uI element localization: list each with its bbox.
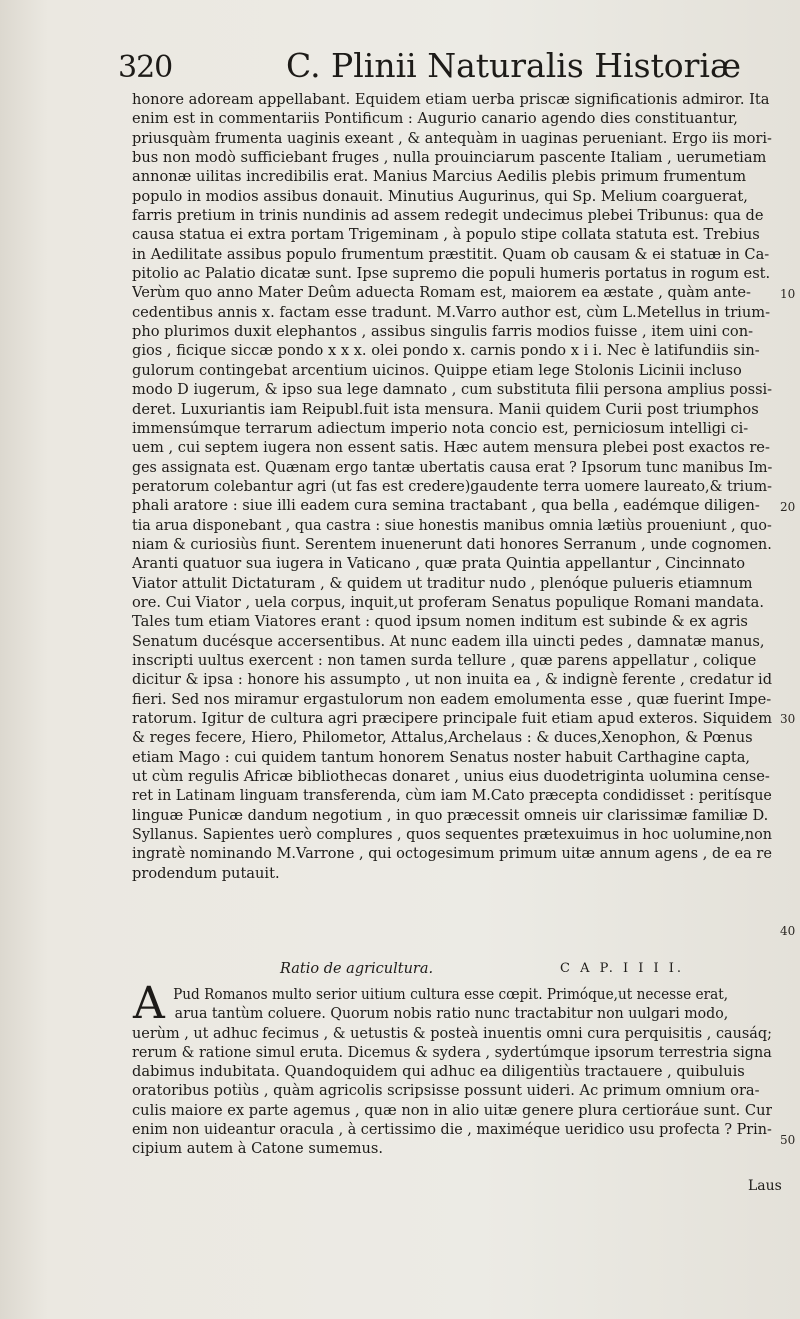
page-number: 320: [118, 50, 173, 85]
text-line: etiam Mago : cui quidem tantum honorem Senatus noster habuit Carthagine capta,: [132, 748, 751, 766]
text-line: dicitur & ipsa : honore his assumpto , ut non inuita ea , & indignè ferente , credatur id: [132, 671, 772, 689]
text-line: pitolio ac Palatio dicatæ sunt. Ipse supremo die populi humeris portatus in rogum est.: [132, 265, 771, 283]
text-line: in Aedilitate assibus populo frumentum præstitit. Quam ob causam & ei statuæ in Ca-: [132, 245, 770, 263]
text-line: Tales tum etiam Viatores erant : quod ipsum nomen inditum est subinde & ex agris: [132, 613, 748, 631]
text-line: Viator attulit Dictaturam , & quidem ut traditur nudo , plenóque pulueris etiamnum: [132, 574, 753, 592]
text-line: honore adoream appellabant. Equidem etiam uerba priscæ significationis admiror. Ita: [132, 91, 770, 108]
text-line: pho plurimos duxit elephantos , assibus singulis farris modios fuisse , item uini con-: [132, 323, 754, 341]
text-line: modo D iugerum, & ipso sua lege damnato , cum substituta filii persona amplius possi-: [132, 381, 772, 399]
text-line: ratorum. Igitur de cultura agri præcipere principale fuit etiam apud exteros. Siquidem: [132, 710, 772, 727]
text-line: phali aratore : siue illi eadem cura semina tractabant , qua bella , eadémque diligen-: [132, 497, 760, 515]
drop-initial: A: [133, 978, 165, 1029]
text-line: farris pretium in trinis nundinis ad assem redegit undecimus plebei Tribunus: qua de: [132, 207, 764, 225]
margin-line-number: 10: [780, 287, 796, 301]
text-line: inscripti uultus exercent : non tamen surda tellure , quæ parens appellatur , colique: [132, 651, 757, 669]
text-line: enim non uideantur oracula , à certissimo die , maximéque ueridico usu profecta ? Prin-: [132, 1121, 772, 1139]
text-line: uem , cui septem iugera non essent satis. Hæc autem mensura plebei post exactos re-: [132, 439, 770, 457]
text-line: gulorum contingebat arcentium uicinos. Quippe etiam lege Stolonis Licinii incluso: [132, 361, 742, 379]
margin-line-number: 30: [780, 712, 796, 726]
text-line: rerum & ratione simul eruta. Dicemus & sydera , sydertúmque ipsorum terrestria signa: [132, 1043, 772, 1061]
main-text-block: [132, 90, 772, 883]
text-line: enim est in commentariis Pontificum : Augurio canario agendo dies constituantur,: [132, 110, 738, 128]
margin-line-number: 20: [780, 500, 796, 514]
text-line: fieri. Sed nos miramur ergastulorum non eadem emolumenta esse , quæ fuerint Impe-: [132, 690, 772, 708]
running-title: C. Plinii Naturalis Historiæ: [286, 46, 742, 85]
section-title: Ratio de agricultura.: [280, 961, 434, 977]
running-header: [118, 44, 742, 92]
text-line: ore. Cui Viator , uela corpus, inquit,ut proferam Senatus populique Romani mandata.: [132, 593, 764, 611]
text-line: peratorum colebantur agri (ut fas est credere)gaudente terra uomere laureato,& trium-: [132, 477, 772, 495]
text-line: priusquàm frumenta uaginis exeant , & antequàm in uaginas perueniant. Ergo iis mori-: [132, 129, 772, 147]
text-line: causa statua ei extra portam Trigeminam , à populo stipe collata statuta est. Trebius: [132, 226, 760, 244]
chapter-text-block: [132, 985, 772, 1159]
text-line: dabimus indubitata. Quandoquidem qui adhuc ea diligentiùs tractauere , quibuluis: [132, 1063, 745, 1081]
text-line: Verùm quo anno Mater Deûm aduecta Romam est, maiorem ea æstate , quàm ante-: [132, 284, 751, 302]
text-line: niam & curiosiùs fiunt. Serentem inuenerunt dati honores Serranum , unde cognomen.: [132, 535, 772, 553]
text-line: ut cùm regulis Africæ bibliothecas donaret , unius eius duodetriginta uolumina cense-: [132, 768, 770, 786]
text-line: culis maiore ex parte agemus , quæ non in alio uitæ genere plura certioráue sunt. Cur: [132, 1101, 772, 1119]
text-line: ges assignata est. Quænam ergo tantæ ubertatis causa erat ? Ipsorum tunc manibus Im-: [132, 458, 772, 476]
text-line: bus non modò sufficiebant fruges , nulla prouinciarum pascente Italiam , uerumetiam: [132, 149, 767, 167]
text-line: ret in Latinam linguam transferenda, cùm iam M.Cato præcepta condidisset : peritísque: [132, 787, 772, 805]
text-line: Pud Romanos multo serior uitium cultura esse cœpit. Primóque,ut necesse erat,: [173, 986, 729, 1003]
text-line: immensúmque terrarum adiectum imperio nota concio est, perniciosum intelligi ci-: [132, 419, 749, 437]
text-line: arua tantùm coluere. Quorum nobis ratio nunc tractabitur non uulgari modo,: [174, 1005, 729, 1023]
margin-line-number: 40: [780, 924, 796, 938]
chapter-number: C A P. I I I I.: [560, 961, 685, 976]
text-line: Senatum ducésque accersentibus. At nunc eadem illa uincti pedes , damnatæ manus,: [132, 632, 765, 650]
text-line: Syllanus. Sapientes uerò complures , quos sequentes prætexuimus in hoc uolumine,non: [132, 826, 772, 844]
text-line: populo in modios assibus donauit. Minutius Augurinus, qui Sp. Melium coarguerat,: [132, 187, 748, 205]
text-line: Aranti quatuor sua iugera in Vaticano , quæ prata Quintia appellantur , Cincinnato: [132, 555, 746, 573]
text-line: oratoribus potiùs , quàm agricolis scripsisse possunt uideri. Ac primum omnium ora-: [132, 1082, 760, 1100]
text-line: gios , ficique siccæ pondo x x x. olei pondo x. carnis pondo x i i. Nec è latifundiis sin-: [132, 342, 760, 360]
text-line: annonæ uilitas incredibilis erat. Manius Marcius Aedilis plebis primum frumentum: [132, 168, 747, 186]
text-line: prodendum putauit.: [132, 864, 280, 882]
section-heading: [132, 958, 772, 982]
text-line: deret. Luxuriantis iam Reipubl.fuit ista mensura. Manii quidem Curii post triumphos: [132, 400, 759, 418]
catchword: Laus: [748, 1178, 782, 1194]
text-line: cipium autem à Catone sumemus.: [132, 1140, 384, 1158]
text-line: ingratè nominando M.Varrone , qui octogesimum primum uitæ annum agens , de ea re: [132, 845, 772, 863]
text-line: cedentibus annis x. factam esse tradunt. M.Varro author est, cùm L.Metellus in trium-: [132, 303, 771, 321]
text-line: tia arua disponebant , qua castra : siue honestis manibus omnia lætiùs proueniunt , quo-: [132, 516, 772, 534]
text-line: uerùm , ut adhuc fecimus , & uetustis & posteà inuentis omni cura perquisitis , causáq;: [132, 1024, 772, 1042]
text-line: linguæ Punicæ dandum negotium , in quo præcessit omneis uir clarissimæ familiæ D.: [132, 806, 769, 824]
margin-line-number: 50: [780, 1133, 796, 1147]
text-line: & reges fecere, Hiero, Philometor, Attalus,Archelaus : & duces,Xenophon, & Pœnus: [132, 729, 753, 747]
